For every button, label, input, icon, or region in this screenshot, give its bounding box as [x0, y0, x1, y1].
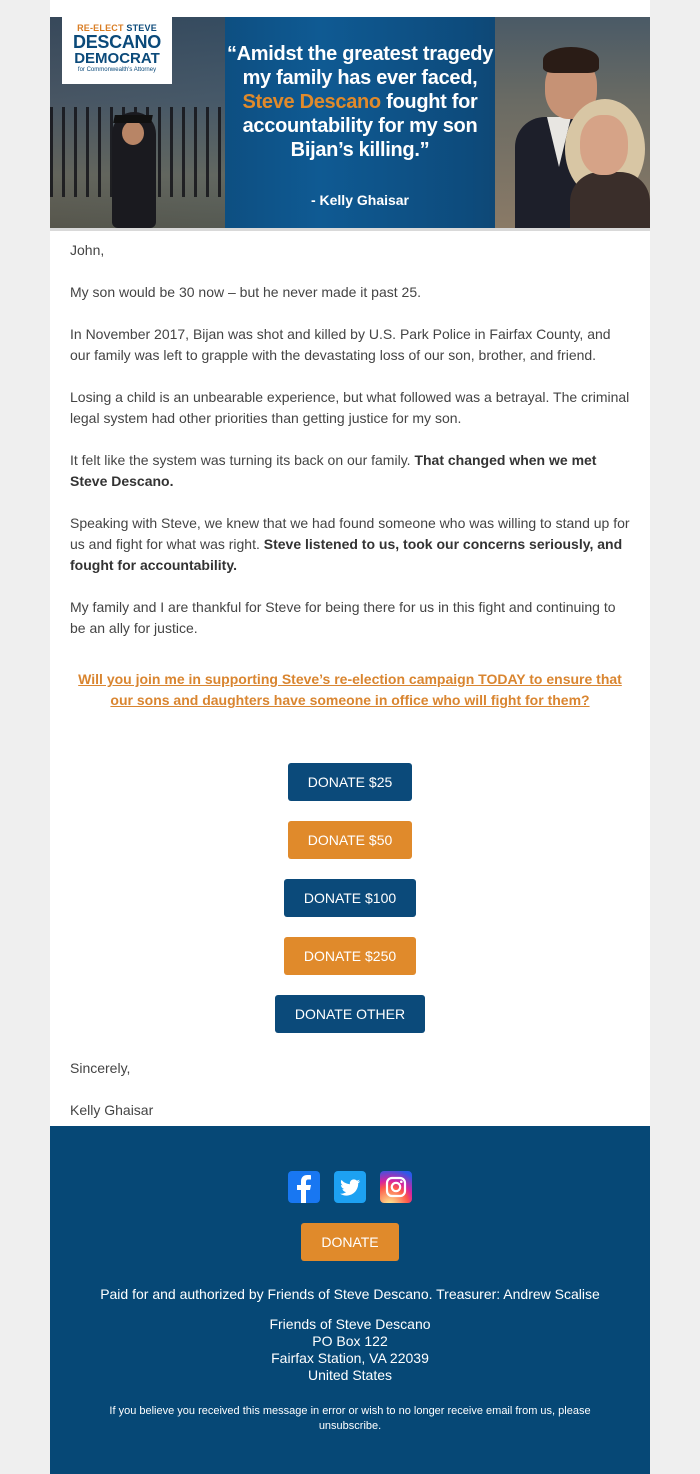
quote-highlight: Steve Descano: [242, 91, 381, 113]
logo-reelect: RE-ELECT: [77, 23, 124, 33]
cta-link[interactable]: Will you join me in supporting Steve’s re-election campaign TODAY to ensure that our sons and daughters have someone in office who will fight for them?: [78, 671, 622, 708]
logo-steve: STEVE: [126, 23, 157, 33]
paid-for-disclaimer: Paid for and authorized by Friends of Steve Descano. Treasurer: Andrew Scalise: [100, 1286, 600, 1302]
woman-body: [570, 172, 650, 228]
instagram-icon[interactable]: [380, 1171, 412, 1203]
graduation-cap-icon: [113, 115, 153, 123]
paragraph-1: My son would be 30 now – but he never made it past 25.: [70, 284, 421, 300]
divider: [50, 228, 650, 231]
greeting: John,: [70, 242, 105, 258]
email-container: [50, 0, 650, 1474]
address-country: United States: [307, 1367, 393, 1383]
graduate-head: [122, 121, 144, 145]
quote-text-1: “Amidst the greatest tragedy my family has ever faced,: [226, 43, 494, 89]
unsubscribe-text[interactable]: If you believe you received this message in error or wish to no longer receive email from us, please unsubscribe.: [109, 1405, 591, 1432]
logo-office: for Commonwealth's Attorney: [77, 67, 157, 73]
quote-attribution: - Kelly Ghaisar: [310, 192, 410, 208]
man-hair: [543, 47, 599, 73]
logo-name: DESCANO: [73, 32, 161, 52]
hero-quote: [225, 42, 495, 162]
mailing-address: [50, 1316, 650, 1384]
paragraph-6: My family and I are thankful for Steve for being there for us in this fight and continuing to be an ally for justice.: [70, 599, 616, 636]
donate-50-button[interactable]: DONATE $50: [288, 821, 412, 859]
paragraph-3: Losing a child is an unbearable experience, but what followed was a betrayal. The criminal legal system had other priorities than getting justice for my son.: [70, 389, 630, 426]
paragraph-2: In November 2017, Bijan was shot and killed by U.S. Park Police in Fairfax County, and our family was left to grapple with the devastating loss of our son, brother, and friend.: [70, 326, 611, 363]
quote-text-2: fought for accountability for my son Bijan’s killing.”: [242, 91, 478, 161]
address-city: Fairfax Station, VA 22039: [271, 1350, 429, 1366]
hero-banner[interactable]: [50, 17, 650, 228]
address-box: PO Box 122: [312, 1333, 388, 1349]
donate-250-button[interactable]: DONATE $250: [284, 937, 416, 975]
woman-face: [580, 115, 628, 175]
footer-donate-button[interactable]: DONATE: [301, 1223, 399, 1261]
donate-25-button[interactable]: DONATE $25: [288, 763, 412, 801]
paragraph-4: [70, 450, 630, 492]
paragraph-5: [70, 513, 630, 576]
donate-other-button[interactable]: DONATE OTHER: [275, 995, 425, 1033]
paragraph-4-bold: That changed when we met Steve Descano.: [70, 452, 597, 489]
closing: Sincerely,: [70, 1060, 131, 1076]
letter-body: [70, 240, 630, 639]
signature: Kelly Ghaisar: [70, 1102, 154, 1118]
paragraph-4-text: It felt like the system was turning its back on our family.: [70, 452, 415, 468]
logo-party: DEMOCRAT: [74, 50, 160, 67]
paragraph-5-text: Speaking with Steve, we knew that we had found someone who was willing to stand up for us and fight for what was right.: [70, 515, 630, 552]
footer: [50, 1126, 650, 1474]
twitter-icon[interactable]: [334, 1171, 366, 1203]
address-org: Friends of Steve Descano: [269, 1316, 431, 1332]
donate-100-button[interactable]: DONATE $100: [284, 879, 416, 917]
paragraph-5-bold: Steve listened to us, took our concerns seriously, and fought for accountability.: [70, 536, 623, 573]
facebook-icon[interactable]: [288, 1171, 320, 1203]
campaign-logo: [62, 17, 172, 84]
